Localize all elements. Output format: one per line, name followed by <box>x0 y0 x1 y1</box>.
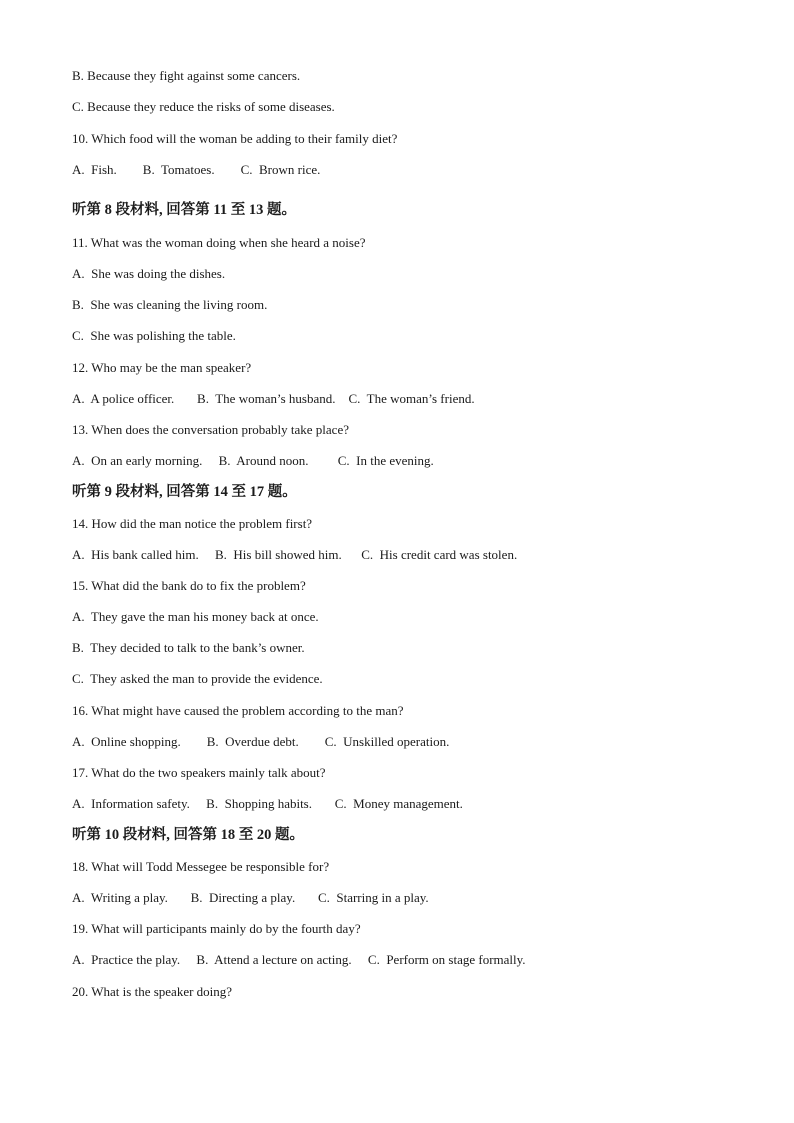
question-line: 16. What might have caused the problem according to the man? <box>72 703 404 718</box>
section-heading: 听第 8 段材料, 回答第 11 至 13 题。 <box>72 202 296 218</box>
question-line: 17. What do the two speakers mainly talk about? <box>72 765 326 780</box>
option-line: B. She was cleaning the living room. <box>72 297 268 312</box>
question-line: 19. What will participants mainly do by the fourth day? <box>72 921 361 936</box>
option-line: A. Practice the play. B. Attend a lecture on acting. C. Perform on stage formally. <box>72 952 526 967</box>
section-heading: 听第 10 段材料, 回答第 18 至 20 题。 <box>72 827 304 843</box>
option-line: A. Online shopping. B. Overdue debt. C. Unskilled operation. <box>72 734 450 749</box>
option-line: A. On an early morning. B. Around noon. C. In the evening. <box>72 453 434 468</box>
option-line: A. She was doing the dishes. <box>72 266 226 281</box>
option-line: C. Because they reduce the risks of some diseases. <box>72 99 335 114</box>
question-line: 13. When does the conversation probably take place? <box>72 422 349 437</box>
option-line: B. They decided to talk to the bank’s owner. <box>72 640 305 655</box>
question-line: 11. What was the woman doing when she heard a noise? <box>72 235 366 250</box>
question-line: 20. What is the speaker doing? <box>72 984 233 999</box>
option-line: C. She was polishing the table. <box>72 328 236 343</box>
option-line: A. They gave the man his money back at once. <box>72 609 319 624</box>
option-line: B. Because they fight against some cancers. <box>72 68 301 83</box>
option-line: C. They asked the man to provide the evidence. <box>72 671 323 686</box>
option-line: A. Fish. B. Tomatoes. C. Brown rice. <box>72 162 321 177</box>
section-heading: 听第 9 段材料, 回答第 14 至 17 题。 <box>72 484 297 500</box>
option-line: A. A police officer. B. The woman’s husband. C. The woman’s friend. <box>72 391 475 406</box>
question-line: 10. Which food will the woman be adding to their family diet? <box>72 131 398 146</box>
question-line: 14. How did the man notice the problem first? <box>72 516 313 531</box>
option-line: A. Information safety. B. Shopping habits. C. Money management. <box>72 796 463 811</box>
option-line: A. Writing a play. B. Directing a play. C. Starring in a play. <box>72 890 429 905</box>
question-line: 18. What will Todd Messegee be responsible for? <box>72 859 330 874</box>
option-line: A. His bank called him. B. His bill showed him. C. His credit card was stolen. <box>72 547 518 562</box>
question-line: 15. What did the bank do to fix the problem? <box>72 578 306 593</box>
question-line: 12. Who may be the man speaker? <box>72 360 252 375</box>
